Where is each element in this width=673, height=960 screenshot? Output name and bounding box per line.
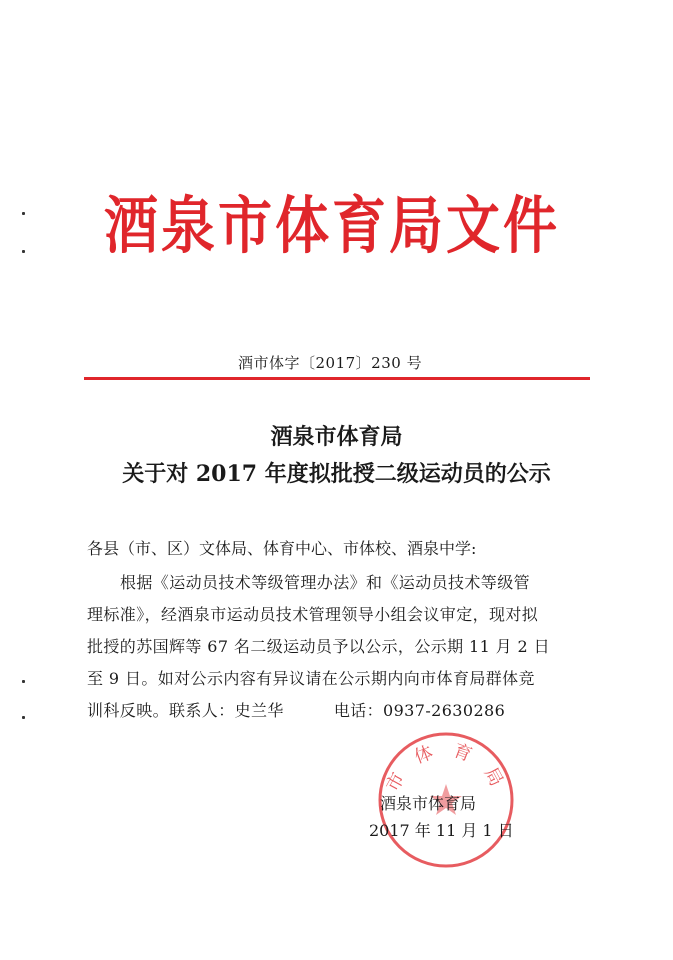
contact-phone: 电话：0937-2630286	[333, 701, 506, 720]
red-divider	[84, 377, 590, 380]
body-paragraph-line: 根据《运动员技术等级管理办法》和《运动员技术等级管	[120, 573, 531, 592]
body-paragraph-line: 至 9 日。如对公示内容有异议请在公示期内向市体育局群体竞	[87, 669, 535, 688]
issue-date: 2017 年 11 月 1 日	[369, 821, 514, 840]
issuer-signature: 酒泉市体育局	[380, 794, 477, 813]
notice-heading-subject: 关于对 2017 年度拟批授二级运动员的公示	[122, 461, 551, 487]
contact-line	[87, 698, 505, 721]
margin-mark	[22, 716, 25, 719]
recipients-line: 各县（市、区）文体局、体育中心、市体校、酒泉中学:	[87, 539, 477, 558]
margin-mark	[22, 212, 25, 215]
document-number: 酒市体字〔2017〕230 号	[238, 354, 423, 372]
body-paragraph-line: 理标准》，经酒泉市运动员技术管理领导小组会议审定，现对拟	[87, 605, 539, 624]
body-paragraph-line: 批授的苏国辉等 67 名二级运动员予以公示，公示期 11 月 2 日	[87, 637, 551, 656]
contact-person: 训科反映。联系人：史兰华	[87, 701, 284, 720]
letterhead-title: 酒泉市体育局文件	[104, 188, 560, 263]
margin-mark	[22, 250, 25, 253]
margin-mark	[22, 680, 25, 683]
notice-heading-issuer: 酒泉市体育局	[270, 424, 403, 450]
seal-text: 市 体 育 局	[382, 739, 510, 796]
